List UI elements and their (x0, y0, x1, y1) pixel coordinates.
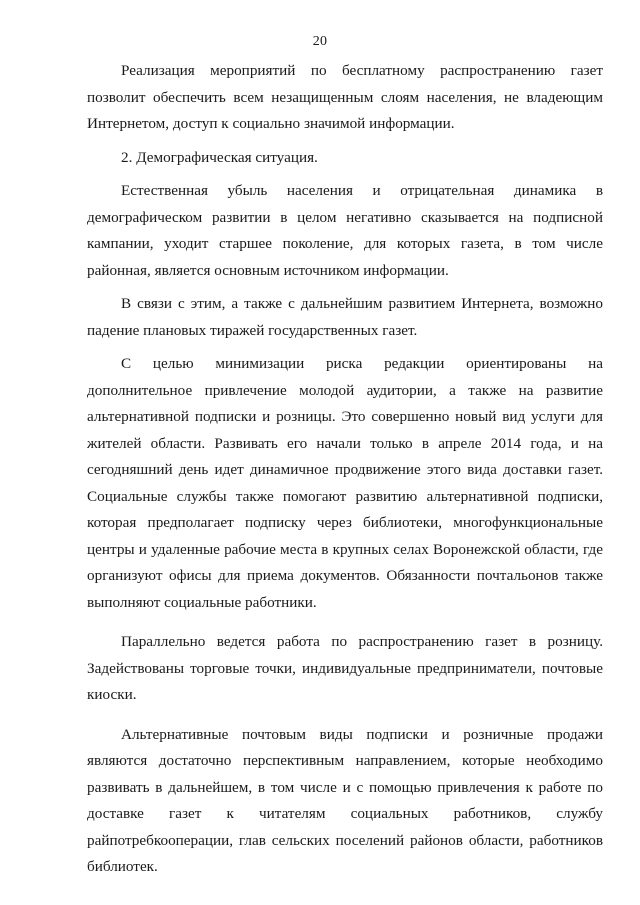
paragraph-line: демографическом развитии в целом негативно сказывается на подписной (87, 208, 603, 226)
paragraph-line: В связи с этим, а также с дальнейшим развитием Интернета, возможно (121, 295, 603, 312)
paragraph-line: центры и удаленные рабочие места в крупных селах Воронежской области, где (87, 540, 603, 558)
paragraph-line: падение плановых тиражей государственных газет. (87, 321, 418, 339)
paragraph-line: киоски. (87, 686, 137, 703)
paragraph-line: дополнительное привлечение молодой аудитории, а также на развитие (87, 381, 603, 399)
paragraph-perspective-directions (87, 722, 603, 881)
paragraph-line: райпотребкооперации, глав сельских поселений районов области, работников (87, 831, 603, 849)
page-number: 20 (312, 34, 328, 49)
paragraph-line: являются достаточно перспективным направлением, которые необходимо (87, 752, 603, 769)
document-body (87, 58, 603, 888)
paragraph-line: выполняют социальные работники. (87, 593, 317, 611)
paragraph-line: доставке газет к читателям социальных работников, службу (87, 805, 603, 822)
paragraph-demographics (87, 178, 603, 284)
paragraph-line: которая предполагает подписку через библиотеки, многофункциональные (87, 514, 603, 531)
paragraph-line: организуют офисы для приема документов. Обязанности почтальонов также (87, 567, 603, 584)
paragraph-line: Реализация мероприятий по бесплатному распространению газет (121, 62, 603, 79)
paragraph-internet-impact (87, 291, 603, 344)
paragraph-line: Задействованы торговые точки, индивидуальные предприниматели, почтовые (87, 659, 603, 677)
paragraph-line: Естественная убыль населения и отрицательная динамика в (121, 182, 603, 199)
paragraph-free-distribution (87, 58, 603, 138)
paragraph-line: Социальные службы также помогают развитию альтернативной подписки, (87, 487, 603, 505)
paragraph-line: Интернетом, доступ к социально значимой информации. (87, 115, 455, 132)
paragraph-line: альтернативной подписки и розницы. Это совершенно новый вид услуги для (87, 408, 603, 425)
paragraph-alternative-subscription (87, 351, 603, 616)
paragraph-line: библиотек. (87, 858, 158, 875)
paragraph-line: Альтернативные почтовым виды подписки и розничные продажи (121, 725, 603, 743)
paragraph-line: Параллельно ведется работа по распространению газет в розницу. (121, 633, 603, 650)
section-heading: 2. Демографическая ситуация. (121, 148, 318, 166)
paragraph-line: сегодняшний день идет динамичное продвижение этого вида доставки газет. (87, 461, 603, 478)
paragraph-line: позволит обеспечить всем незащищенным слоям населения, не владеющим (87, 88, 603, 106)
paragraph-line: развивать в дальнейшем, в том числе и с помощью привлечения к работе по (87, 778, 603, 796)
paragraph-line: жителей области. Развивать его начали только в апреле 2014 года, и на (87, 434, 603, 452)
paragraph-line: кампании, уходит старшее поколение, для которых газета, в том числе (87, 235, 603, 252)
paragraph-line: районная, является основным источником информации. (87, 261, 449, 279)
paragraph-retail-distribution (87, 629, 603, 709)
paragraph-line: С целью минимизации риска редакции ориентированы на (121, 355, 603, 372)
